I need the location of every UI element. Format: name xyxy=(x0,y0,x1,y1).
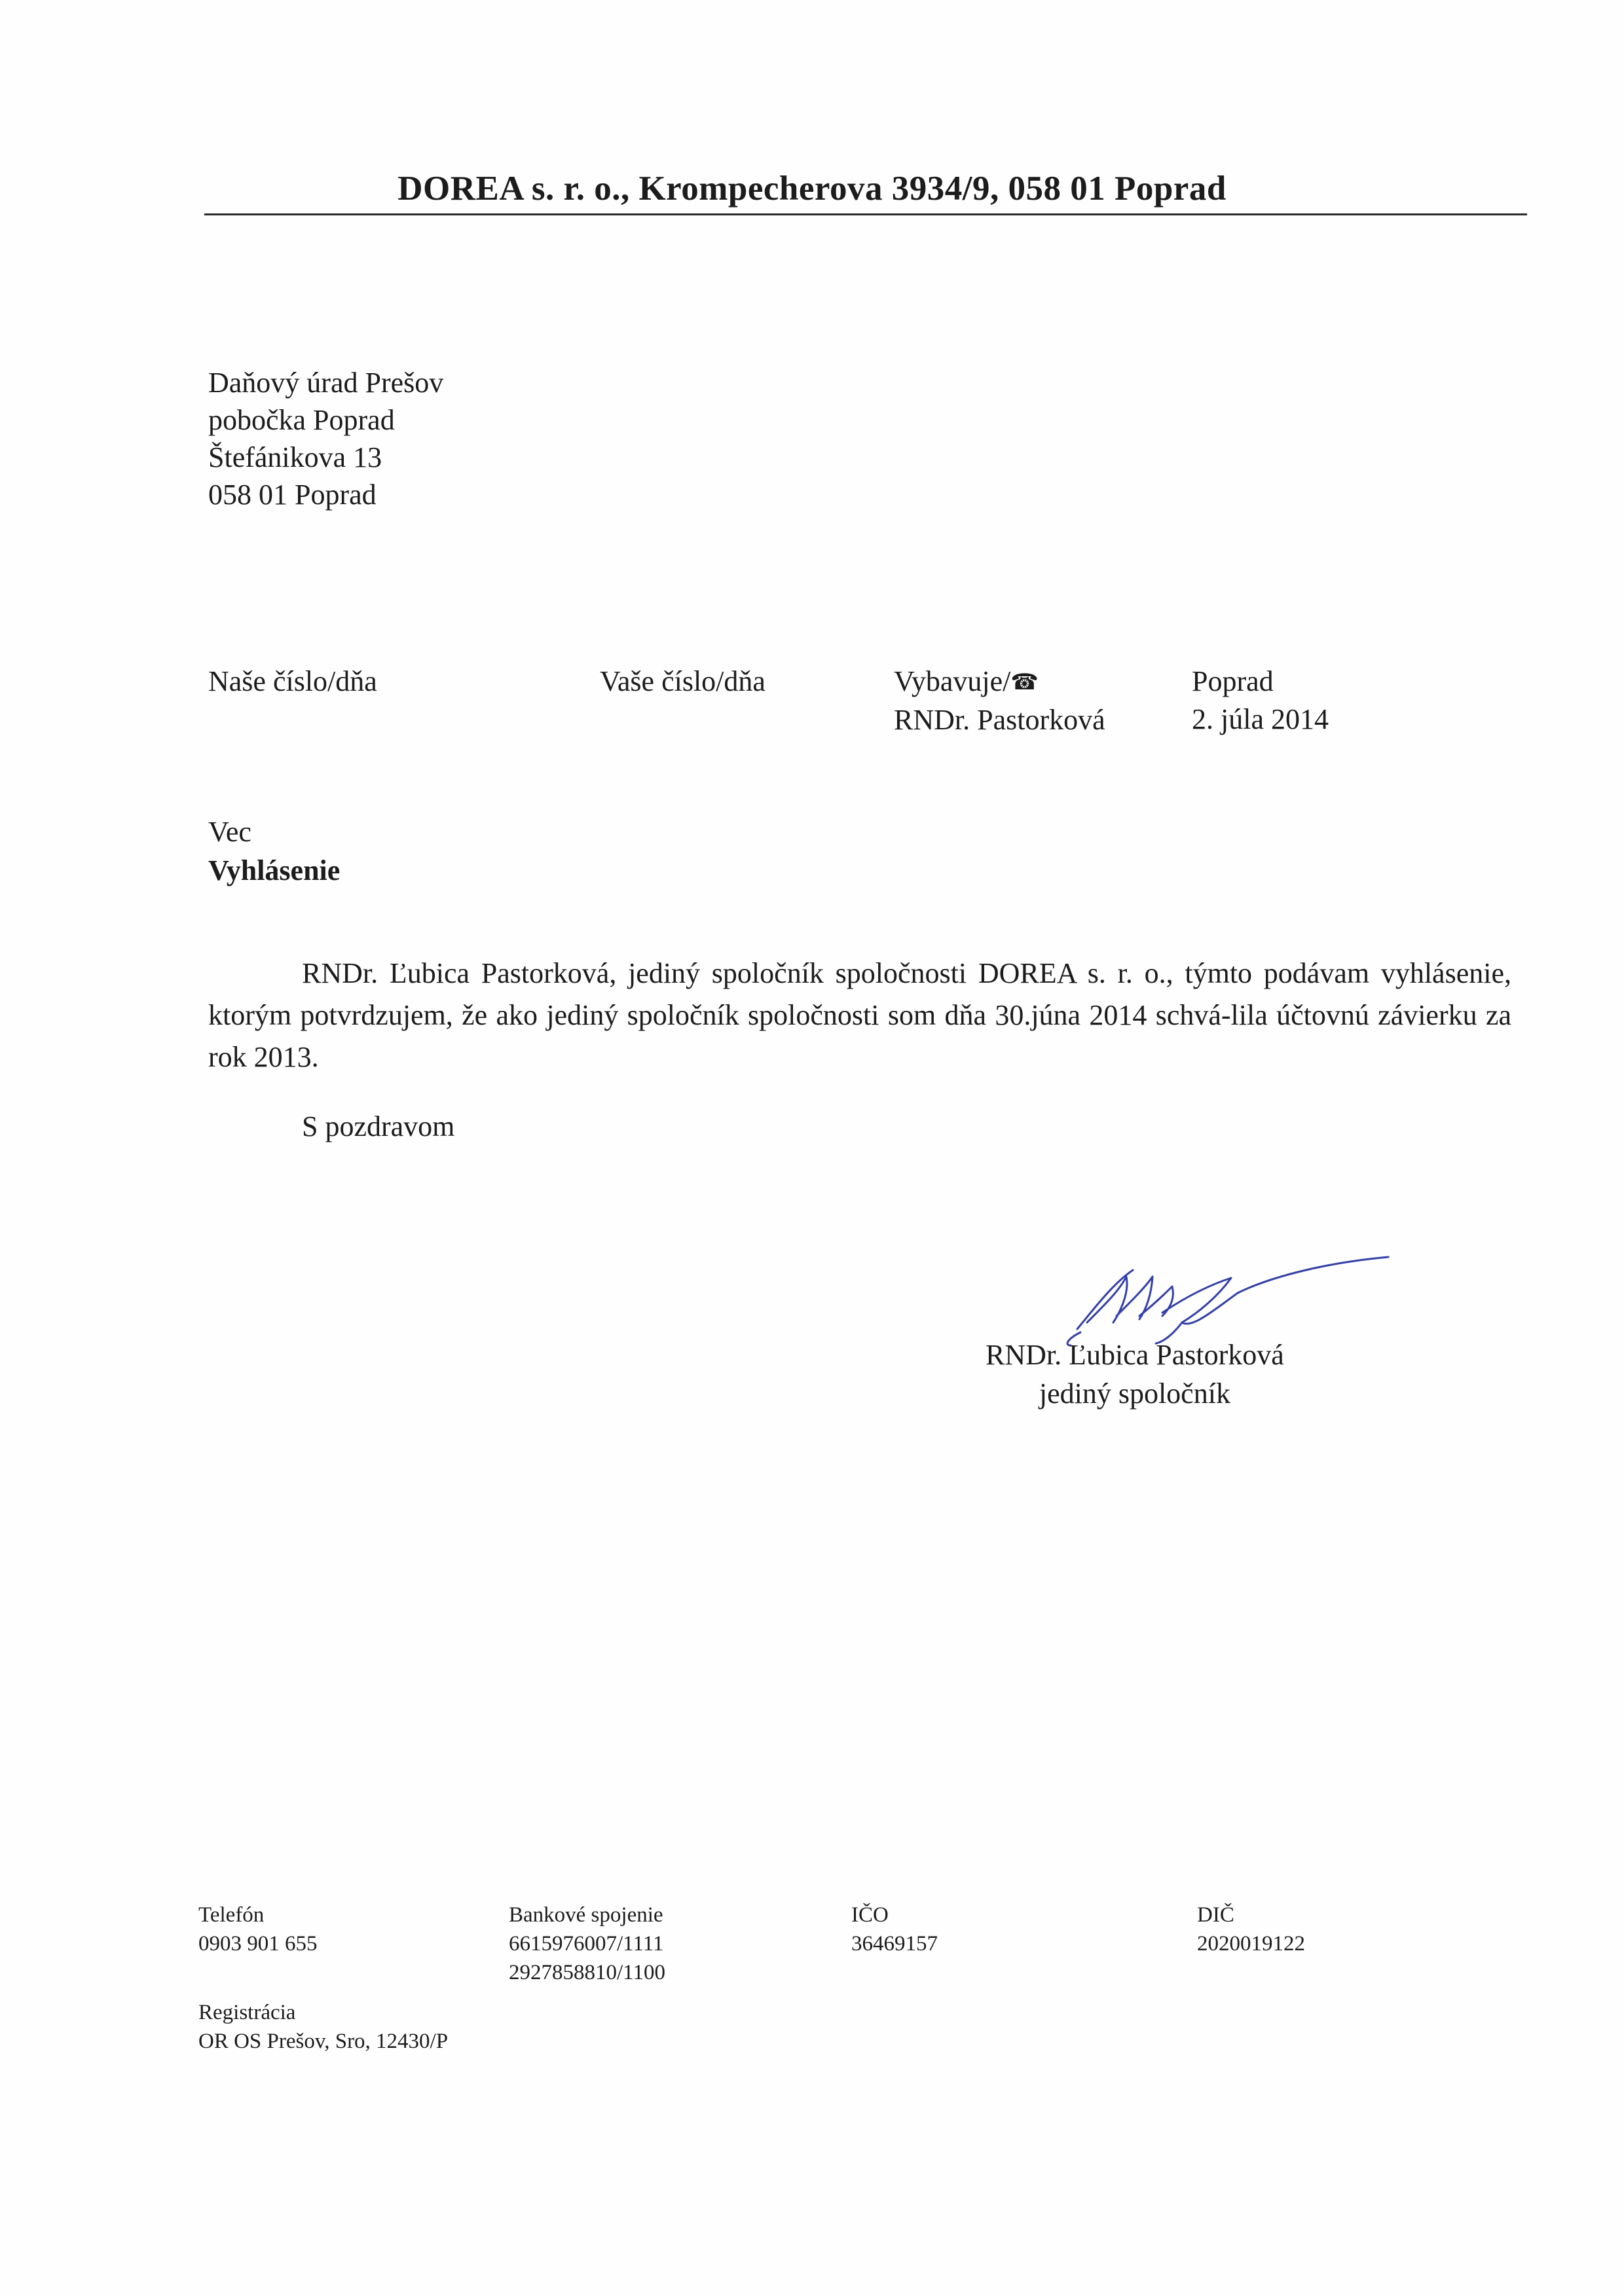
handled-by xyxy=(894,663,1105,739)
signer-name: RNDr. Ľubica Pastorková xyxy=(986,1339,1284,1371)
subject-title: Vyhlásenie xyxy=(208,854,341,886)
signer-block xyxy=(986,1336,1284,1413)
footer-bank-label: Bankové spojenie xyxy=(509,1903,663,1927)
letterhead-company: DOREA s. r. o., Krompecherova 3934/9, 058 01 Poprad xyxy=(397,170,1227,208)
footer-phone-value: 0903 901 655 xyxy=(198,1932,318,1956)
signer-role: jediný spoločník xyxy=(1039,1377,1230,1410)
handled-by-value: RNDr. Pastorková xyxy=(894,704,1105,736)
footer-dic-label: DIČ xyxy=(1197,1903,1234,1927)
footer-phone-label: Telefón xyxy=(198,1903,265,1927)
handled-by-label: Vybavuje/ xyxy=(894,665,1011,697)
body-paragraph: RNDr. Ľubica Pastorková, jediný spoločník spoločnosti DOREA s. r. o., týmto podávam vyhlásenie, ktorým potvrdzujem, že ako jediný spoločník spoločnosti som dňa 30.júna 2014 schvá-lila účtovnú závierku za rok 2013. xyxy=(208,957,1511,1073)
place: Poprad xyxy=(1192,665,1274,697)
footer-dic-value: 2020019122 xyxy=(1197,1932,1305,1956)
footer-ico xyxy=(851,1901,938,1958)
recipient-line: 058 01 Poprad xyxy=(208,479,377,511)
letterhead-rule xyxy=(204,213,1527,215)
our-ref-label: Naše číslo/dňa xyxy=(208,665,377,697)
footer-ico-label: IČO xyxy=(851,1903,889,1927)
date: 2. júla 2014 xyxy=(1192,703,1329,735)
footer-bank-account: 6615976007/1111 xyxy=(509,1932,664,1956)
letter-body xyxy=(208,953,1511,1078)
your-reference xyxy=(600,663,766,701)
footer-bank-account: 2927858810/1100 xyxy=(509,1961,665,1984)
subject-block xyxy=(208,812,340,890)
telephone-icon: ☎ xyxy=(1010,669,1039,695)
footer-ico-value: 36469157 xyxy=(851,1932,938,1956)
footer-bank xyxy=(509,1901,665,1987)
footer-registration-label: Registrácia xyxy=(198,2001,296,2024)
closing: S pozdravom xyxy=(302,1110,455,1142)
footer-registration-value: OR OS Prešov, Sro, 12430/P xyxy=(198,2030,449,2053)
recipient-line: pobočka Poprad xyxy=(208,404,395,436)
footer-phone xyxy=(198,1901,318,1958)
our-reference xyxy=(208,663,377,701)
recipient-line: Daňový úrad Prešov xyxy=(208,367,444,399)
footer-registration xyxy=(198,1998,448,2056)
place-date xyxy=(1192,663,1329,738)
recipient-line: Štefánikova 13 xyxy=(208,441,382,473)
subject-label: Vec xyxy=(208,816,251,848)
footer-dic xyxy=(1197,1901,1305,1958)
recipient-address xyxy=(208,364,443,513)
your-ref-label: Vaše číslo/dňa xyxy=(600,665,766,697)
